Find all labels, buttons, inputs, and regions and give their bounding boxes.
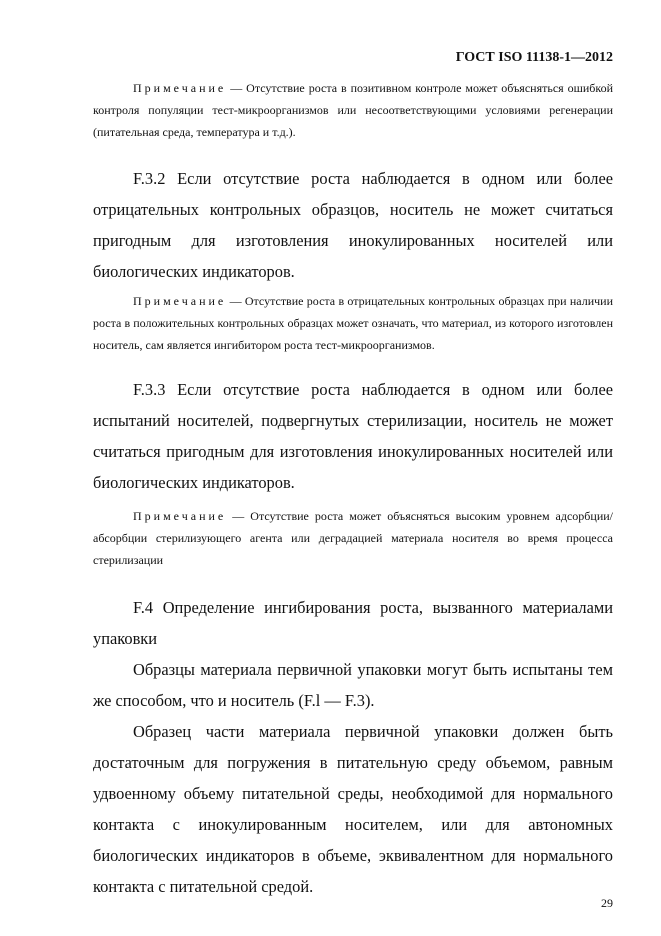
note-text: Отсутствие роста может объясняться высоким уровнем адсорбции/абсорбции стерилизующего агента или деградацией материала носителя во время процесса стерилизации [93, 509, 614, 567]
document-code: ГОСТ ISO 11138-1—2012 [455, 50, 613, 65]
note-3 [93, 505, 613, 571]
note-label: Примечание [133, 509, 227, 523]
note-text: Отсутствие роста в позитивном контроле может объясняться ошибкой контроля популяции тест-микроорганизмов или несоответствующими условиями регенерации (питательная среда, температура и т.д.). [93, 81, 614, 139]
section-f4-heading: F.4 Определение ингибирования роста, вызванного материалами упаковки [93, 598, 613, 648]
section-f33 [93, 374, 613, 498]
section-f33-text: F.3.3 Если отсутствие роста наблюдается в одном или более испытаний носителей, подвергнутых стерилизации, носитель не может считаться пригодным для изготовления инокулированных носителей или биологических индикаторов. [93, 380, 613, 492]
section-f4 [93, 592, 613, 902]
note-dash: — [229, 294, 242, 308]
section-f32 [93, 163, 613, 287]
note-text: Отсутствие роста в отрицательных контрольных образцах при наличии роста в положительных контрольных образцах может означать, что материал, из которого изготовлен носитель, сам является ингибитором роста тест-микроорганизмов. [93, 294, 613, 352]
note-2 [93, 290, 613, 356]
section-f4-paragraph-1: Образцы материала первичной упаковки могут быть испытаны тем же способом, что и носитель (F.l — F.3). [93, 660, 613, 710]
page-number: 29 [601, 896, 613, 910]
note-dash: — [232, 509, 245, 523]
note-label: Примечание [133, 81, 227, 95]
note-dash: — [230, 81, 243, 95]
note-1 [93, 77, 613, 143]
section-f32-text: F.3.2 Если отсутствие роста наблюдается в одном или более отрицательных контрольных образцов, носитель не может считаться пригодным для изготовления инокулированных носителей или биологических индикаторов. [93, 169, 613, 281]
section-f4-paragraph-2: Образец части материала первичной упаковки должен быть достаточным для погружения в питательную среду объемом, равным удвоенному объему питательной среды, необходимой для нормального контакта с инокулированным носителем, или для автономных биологических индикаторов в объеме, эквивалентном для нормального контакта с питательной средой. [93, 722, 613, 896]
note-label: Примечание [133, 294, 227, 308]
